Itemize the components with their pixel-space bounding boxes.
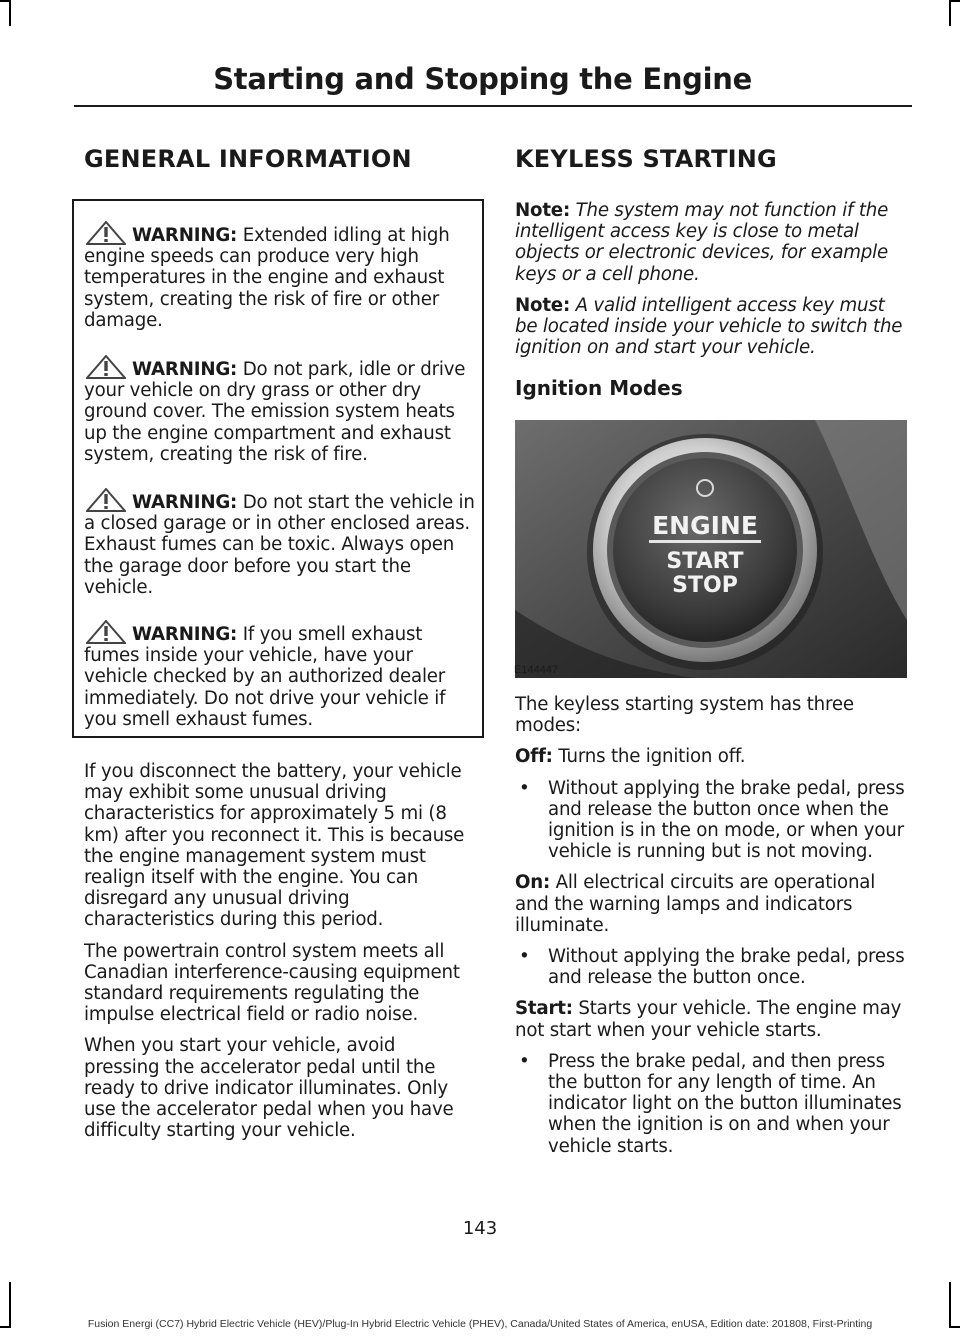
note-2 <box>515 295 907 359</box>
off-bullets <box>515 778 907 863</box>
warning-label: WARNING: <box>132 359 238 380</box>
note-text: The system may not function if the intelligent access key is close to metal objects or electronic devices, for example keys or a cell phone. <box>515 200 889 285</box>
crop-mark <box>0 0 9 2</box>
warning-2 <box>84 355 476 465</box>
mode-text: All electrical circuits are operational and the warning lamps and indicators illuminate. <box>515 872 876 936</box>
page-title: Starting and Stopping the Engine <box>213 62 752 96</box>
warning-label: WARNING: <box>132 624 238 645</box>
warning-text: Do not park, idle or drive your vehicle on dry grass or other dry ground cover. The emission system heats up the engine compartment and exhaust system, creating the risk of fire. <box>84 359 466 465</box>
crop-mark <box>9 0 11 26</box>
figure-label-engine: ENGINE <box>652 511 758 540</box>
warning-label: WARNING: <box>132 492 238 513</box>
section-heading-keyless-starting: KEYLESS STARTING <box>515 145 777 173</box>
start-bullets <box>515 1051 907 1157</box>
mode-text: Starts your vehicle. The engine may not start when your vehicle starts. <box>515 998 902 1041</box>
mode-label: On: <box>515 872 551 894</box>
mode-text: Turns the ignition off. <box>552 746 746 768</box>
right-column <box>515 145 907 400</box>
bullet-text: Without applying the brake pedal, press and release the button once when the ignition is in the on mode, or when your vehicle is running but is not moving. <box>548 777 905 863</box>
warning-3 <box>84 488 476 598</box>
crop-mark <box>949 0 951 26</box>
figure-label-stop: STOP <box>672 573 738 598</box>
subheading-ignition-modes: Ignition Modes <box>515 376 683 401</box>
ignition-modes-text <box>515 694 907 1157</box>
figure-code: E144447 <box>514 664 559 676</box>
bullet-glyph: • <box>519 1050 530 1072</box>
note-label: Note: <box>515 200 571 221</box>
note-1 <box>515 200 907 285</box>
crop-mark <box>951 0 960 2</box>
warning-1 <box>84 221 476 331</box>
figure-label-start: START <box>666 549 744 574</box>
mode-label: Start: <box>515 998 573 1020</box>
warning-text: Do not start the vehicle in a closed garage or in other enclosed areas. Exhaust fumes can be toxic. Always open the garage door before you start the vehicle. <box>84 492 475 598</box>
paragraph-accelerator: When you start your vehicle, avoid pressing the accelerator pedal until the ready to drive indicator illuminates. Only use the accelerator pedal when you have difficulty starting your vehicle. <box>84 1035 454 1142</box>
list-item <box>515 778 907 863</box>
warning-icon <box>86 221 126 245</box>
bullet-text: Press the brake pedal, and then press the button for any length of time. An indicator light on the button illuminates when the ignition is on and when your vehicle starts. <box>548 1050 902 1157</box>
page-footer: Fusion Energi (CC7) Hybrid Electric Vehicle (HEV)/Plug-In Hybrid Electric Vehicle (PHEV), Canada/United States of America, enUSA, Edition date: 201808, First-Printing <box>87 1318 873 1330</box>
left-column <box>84 145 474 173</box>
mode-start <box>515 998 907 1040</box>
paragraph-interference: The powertrain control system meets all Canadian interference-causing equipment standard requirements regulating the impulse electrical field or radio noise. <box>84 940 460 1026</box>
warning-text: Extended idling at high engine speeds can produce very high temperatures in the engine and exhaust system, creating the risk of fire or other damage. <box>84 225 450 331</box>
note-text: A valid intelligent access key must be located inside your vehicle to switch the ignition on and start your vehicle. <box>515 294 903 359</box>
warning-icon <box>86 488 126 512</box>
bullet-text: Without applying the brake pedal, press and release the button once. <box>548 946 905 989</box>
list-item <box>515 1051 907 1157</box>
warning-4 <box>84 620 476 730</box>
modes-intro: The keyless starting system has three modes: <box>515 694 854 737</box>
section-heading-general-information: GENERAL INFORMATION <box>84 145 412 173</box>
left-paragraphs <box>84 761 476 1141</box>
warning-icon <box>86 620 126 644</box>
header-rule <box>74 105 912 107</box>
bullet-glyph: • <box>519 777 530 799</box>
list-item <box>515 946 907 988</box>
mode-off <box>515 746 907 767</box>
warning-text: If you smell exhaust fumes inside your vehicle, have your vehicle checked by an authorized dealer immediately. Do not drive your vehicle if you smell exhaust fumes. <box>84 624 446 730</box>
bullet-glyph: • <box>519 946 530 968</box>
ignition-button-figure <box>515 420 907 678</box>
warning-label: WARNING: <box>132 225 238 246</box>
warning-icon <box>86 355 126 379</box>
mode-on <box>515 872 907 936</box>
mode-label: Off: <box>515 746 553 768</box>
on-bullets <box>515 946 907 988</box>
note-label: Note: <box>515 294 571 316</box>
paragraph-battery: If you disconnect the battery, your vehicle may exhibit some unusual driving characteristics for approximately 5 mi (8 km) after you reconnect it. This is because the engine management system must realign itself with the engine. You can disregard any unusual driving characteristics during this period. <box>84 761 465 931</box>
page-number: 143 <box>462 1218 498 1239</box>
